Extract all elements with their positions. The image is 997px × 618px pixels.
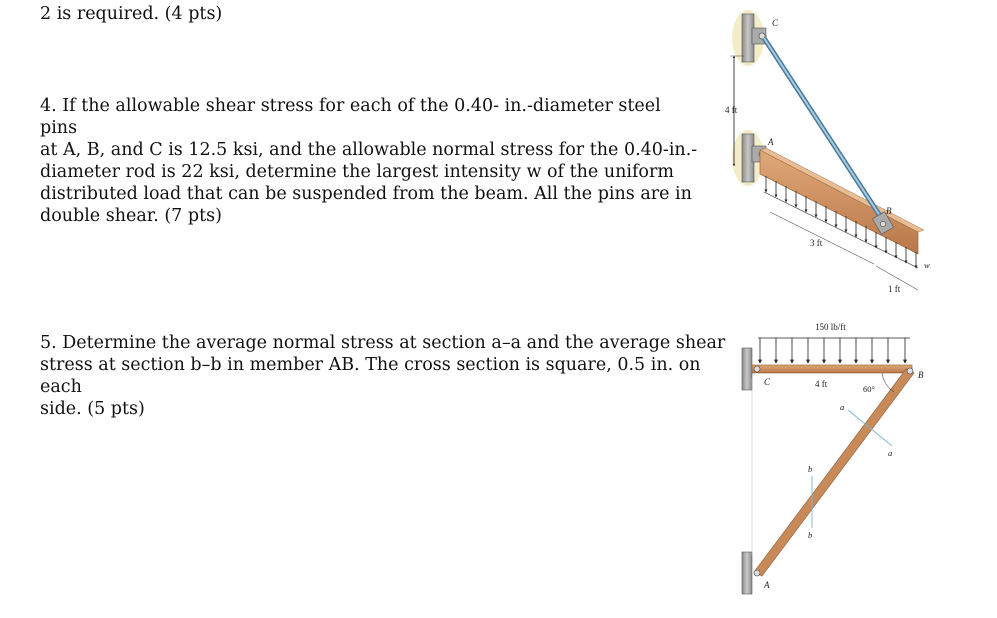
problem-5-text: 5. Determine the average normal stress at section a–a and the average shear stress at section b–b in member AB. The cross section is square, 0.5 in. on each side. (5 pts) [40, 333, 726, 419]
support-a [742, 552, 752, 594]
problem-4-text: 4. If the allowable shear stress for each of the 0.40- in.-diameter steel pins at A, B, and C is 12.5 ksi, and the allowable normal stress for the 0.40-in.- diameter rod is 22 ksi, determine the largest intensity w of the uniform distributed load that can be suspended from the beam. All the pins are in double shear. (7 pts) [40, 96, 698, 226]
label-w: w [924, 260, 930, 270]
label-b-frame: B [918, 370, 924, 380]
section-b-bottom: b [808, 530, 813, 540]
member-ab [754, 369, 914, 576]
dim-3ft-label: 3 ft [810, 238, 823, 248]
uniform-load-arrows [760, 338, 905, 363]
section-a-top: a [840, 402, 845, 412]
section-a-bottom: a [888, 448, 893, 458]
pin-b [880, 221, 885, 226]
pin-a-frame [754, 570, 760, 576]
figure-1-beam-rod [725, 10, 930, 294]
dim-1ft-label: 1 ft [888, 284, 901, 294]
dim-4ft-frame: 4 ft [815, 379, 828, 389]
label-a: A [768, 137, 774, 147]
label-c: C [772, 18, 779, 28]
load-label: 150 lb/ft [815, 322, 846, 332]
member-cb [752, 365, 912, 373]
dim-4ft-label: 4 ft [725, 105, 738, 115]
angle-label: 60° [863, 384, 875, 394]
label-b: B [886, 206, 892, 216]
figure-2-frame [742, 322, 924, 594]
pin-b-frame [907, 368, 913, 374]
section-b-top: b [808, 464, 813, 474]
label-a-frame: A [764, 580, 770, 590]
support-c [742, 348, 752, 390]
pin-c-frame [754, 366, 760, 372]
label-c-frame: C [764, 377, 771, 387]
previous-problem-tail: 2 is required. (4 pts) [40, 4, 223, 24]
